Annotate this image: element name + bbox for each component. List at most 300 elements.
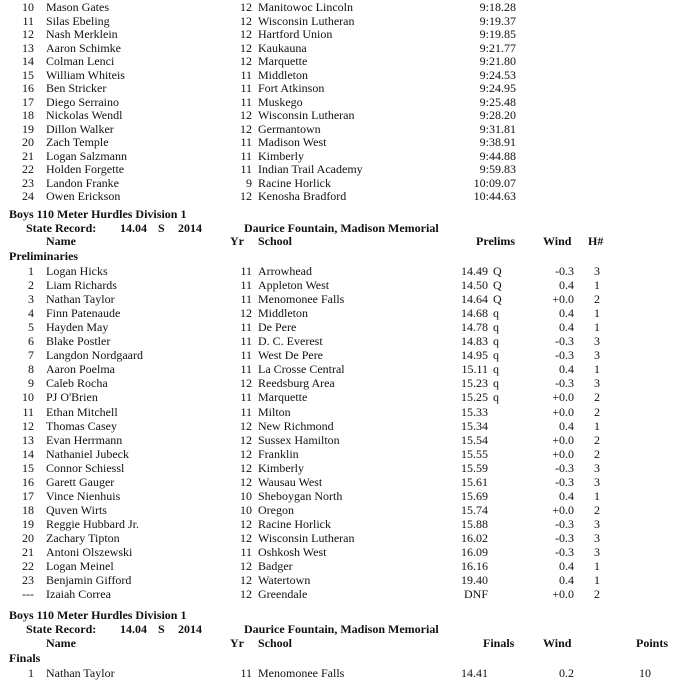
place: 12: [22, 418, 34, 433]
qualifier: Q: [493, 278, 502, 293]
wind: +0.0: [552, 292, 574, 307]
heat: 2: [594, 390, 600, 405]
result-row: [0, 348, 679, 362]
school: Kaukauna: [258, 40, 307, 55]
heat: 2: [594, 446, 600, 461]
heat: 1: [594, 418, 600, 433]
event-title: [0, 207, 679, 221]
header-finals: Finals: [483, 636, 515, 650]
school: La Crosse Central: [258, 362, 345, 377]
prelim-mark: 15.11: [461, 362, 488, 377]
time: 9:21.77: [479, 40, 516, 55]
year: 11: [240, 362, 252, 377]
heat: 1: [594, 278, 600, 293]
athlete-name: Ethan Mitchell: [46, 404, 118, 419]
heat: 1: [594, 559, 600, 574]
header-school: School: [258, 234, 293, 248]
qualifier: q: [493, 348, 499, 363]
place: 24: [22, 189, 34, 203]
school: Reedsburg Area: [258, 376, 335, 391]
prelim-mark: 16.16: [461, 559, 488, 574]
athlete-name: Zach Temple: [46, 135, 109, 149]
result-row: [0, 666, 679, 680]
result-row: [0, 447, 679, 461]
place: 18: [22, 502, 34, 517]
prelim-mark: 15.54: [461, 432, 488, 447]
school: Marquette: [258, 390, 308, 405]
prelim-mark: 14.95: [461, 348, 488, 363]
state-record: [0, 221, 679, 235]
prelim-mark: 15.59: [461, 460, 488, 475]
time: 9:59.83: [479, 162, 516, 176]
time: 10:44.63: [473, 189, 516, 203]
athlete-name: Nash Merklein: [46, 27, 118, 41]
result-row: [0, 189, 679, 203]
prelim-mark: 15.88: [461, 516, 488, 531]
prelim-mark: 19.40: [461, 573, 488, 588]
header-yr: Yr: [230, 234, 244, 248]
final-mark: 14.41: [461, 666, 488, 680]
year: 11: [240, 135, 252, 149]
result-row: [0, 461, 679, 475]
qualifier: Q: [493, 292, 502, 307]
event-title-text: Boys 110 Meter Hurdles Division 1: [9, 608, 187, 622]
prelim-mark: 14.64: [461, 292, 488, 307]
round-title-text: Finals: [9, 650, 41, 665]
heat: 2: [594, 587, 600, 602]
time: 10:09.07: [473, 175, 516, 190]
header-wind: Wind: [543, 234, 572, 248]
prelim-mark: 14.49: [461, 264, 488, 278]
place: 22: [22, 162, 34, 176]
time: 9:18.28: [479, 0, 516, 14]
school: Kimberly: [258, 460, 304, 475]
year: 11: [240, 264, 252, 278]
heat: 1: [594, 306, 600, 321]
wind: +0.0: [552, 432, 574, 447]
prelim-mark: 16.02: [461, 530, 488, 545]
record-code: S: [158, 621, 165, 636]
athlete-name: Garett Gauger: [46, 474, 115, 489]
wind: -0.3: [555, 348, 574, 363]
result-row: [0, 95, 679, 109]
athlete-name: Izaiah Correa: [46, 587, 111, 602]
athlete-name: Evan Herrmann: [46, 432, 123, 447]
qualifier: q: [493, 334, 499, 349]
heat: 2: [594, 404, 600, 419]
qualifier: q: [493, 390, 499, 405]
header-name: Name: [46, 636, 76, 650]
header-school: School: [258, 636, 293, 650]
school: Hartford Union: [258, 27, 333, 41]
heat: 3: [594, 516, 600, 531]
place: 17: [22, 94, 34, 109]
school: Kimberly: [258, 148, 304, 163]
time: 9:19.37: [479, 13, 516, 28]
result-row: [0, 14, 679, 28]
athlete-name: William Whiteis: [46, 67, 125, 82]
time: 9:44.88: [479, 148, 516, 163]
result-row: [0, 41, 679, 55]
round-title: [0, 249, 679, 263]
school: Middleton: [258, 67, 308, 82]
athlete-name: Hayden May: [46, 320, 109, 335]
school: Wisconsin Lutheran: [258, 13, 355, 28]
school: Manitowoc Lincoln: [258, 0, 353, 14]
heat: 3: [594, 334, 600, 349]
athlete-name: Dillon Walker: [46, 121, 114, 136]
athlete-name: Logan Meinel: [46, 559, 114, 574]
year: 11: [240, 666, 252, 680]
record-mark: 14.04: [120, 621, 147, 636]
prelim-mark: 14.50: [461, 278, 488, 293]
result-row: [0, 278, 679, 292]
place: 21: [22, 148, 34, 163]
column-headers: [0, 636, 679, 650]
prelim-mark: 14.78: [461, 320, 488, 335]
athlete-name: Connor Schiessl: [46, 460, 125, 475]
year: 12: [240, 306, 252, 321]
year: 12: [240, 108, 252, 122]
place: 5: [28, 320, 34, 335]
result-row: [0, 264, 679, 278]
year: 12: [240, 189, 252, 203]
result-row: [0, 306, 679, 320]
event-title-text: Boys 110 Meter Hurdles Division 1: [9, 207, 187, 221]
prelim-mark: 15.23: [461, 376, 488, 391]
record-code: S: [158, 220, 165, 235]
qualifier: Q: [493, 264, 502, 278]
wind: 0.4: [559, 418, 574, 433]
athlete-name: Owen Erickson: [46, 189, 121, 203]
year: 11: [240, 334, 252, 349]
prelim-mark: 14.83: [461, 334, 488, 349]
place: 15: [22, 67, 34, 82]
wind: -0.3: [555, 474, 574, 489]
place: 7: [28, 348, 34, 363]
school: Menomonee Falls: [258, 292, 345, 307]
wind: 0.4: [559, 306, 574, 321]
athlete-name: Holden Forgette: [46, 162, 125, 176]
time: 9:25.48: [479, 94, 516, 109]
result-row: [0, 176, 679, 190]
school: Menomonee Falls: [258, 666, 345, 680]
year: 12: [240, 573, 252, 588]
heat: 1: [594, 362, 600, 377]
result-row: [0, 475, 679, 489]
wind: 0.4: [559, 559, 574, 574]
time: 9:19.85: [479, 27, 516, 41]
heat: 3: [594, 460, 600, 475]
place: 3: [28, 292, 34, 307]
place: 10: [22, 0, 34, 14]
header-heat: H#: [588, 234, 604, 248]
year: 11: [240, 278, 252, 293]
athlete-name: Langdon Nordgaard: [46, 348, 143, 363]
header-yr: Yr: [230, 636, 244, 650]
heat: 3: [594, 376, 600, 391]
year: 11: [240, 67, 252, 82]
year: 12: [240, 516, 252, 531]
header-name: Name: [46, 234, 76, 248]
result-row: [0, 517, 679, 531]
prelim-mark: DNF: [463, 587, 488, 602]
result-row: [0, 559, 679, 573]
result-row: [0, 0, 679, 14]
year: 11: [240, 148, 252, 163]
athlete-name: Logan Salzmann: [46, 148, 127, 163]
school: Madison West: [258, 135, 327, 149]
school: Wisconsin Lutheran: [258, 530, 355, 545]
school: Sheboygan North: [258, 488, 343, 503]
header-wind: Wind: [543, 636, 572, 650]
place: 17: [22, 488, 34, 503]
year: 12: [240, 559, 252, 574]
record-mark: 14.04: [120, 220, 147, 235]
place: 14: [22, 54, 34, 68]
result-row: [0, 149, 679, 163]
wind: +0.0: [552, 502, 574, 517]
place: 10: [22, 390, 34, 405]
school: Oregon: [258, 502, 294, 517]
heat: 2: [594, 502, 600, 517]
athlete-name: Nathan Taylor: [46, 292, 115, 307]
prelim-mark: 15.33: [461, 404, 488, 419]
athlete-name: Nickolas Wendl: [46, 108, 123, 122]
year: 12: [240, 587, 252, 602]
year: 11: [240, 292, 252, 307]
place: 2: [28, 278, 34, 293]
athlete-name: Vince Nienhuis: [46, 488, 121, 503]
place: 15: [22, 460, 34, 475]
athlete-name: Reggie Hubbard Jr.: [46, 516, 139, 531]
athlete-name: Aaron Poelma: [46, 362, 115, 377]
prelim-mark: 16.09: [461, 545, 488, 559]
athlete-name: Aaron Schimke: [46, 40, 121, 55]
place: 13: [22, 40, 34, 55]
place: 23: [22, 573, 34, 588]
school: Wisconsin Lutheran: [258, 108, 355, 122]
year: 11: [240, 404, 252, 419]
athlete-name: Nathan Taylor: [46, 666, 115, 680]
athlete-name: Finn Patenaude: [46, 306, 121, 321]
record-label: State Record:: [26, 220, 97, 235]
wind: 0.4: [559, 320, 574, 335]
school: Franklin: [258, 446, 299, 461]
prelim-mark: 15.25: [461, 390, 488, 405]
place: 11: [22, 13, 34, 28]
time: 9:24.53: [479, 67, 516, 82]
points: 10: [639, 666, 651, 680]
time: 9:38.91: [479, 135, 516, 149]
place: 8: [28, 362, 34, 377]
athlete-name: Blake Postler: [46, 334, 111, 349]
school: Middleton: [258, 306, 308, 321]
wind: -0.3: [555, 516, 574, 531]
result-row: [0, 162, 679, 176]
place: 20: [22, 135, 34, 149]
wind: -0.3: [555, 530, 574, 545]
athlete-name: Antoni Olszewski: [46, 545, 133, 559]
wind: -0.3: [555, 460, 574, 475]
heat: 3: [594, 530, 600, 545]
athlete-name: Benjamin Gifford: [46, 573, 132, 588]
time: 9:21.80: [479, 54, 516, 68]
year: 12: [240, 0, 252, 14]
athlete-name: Liam Richards: [46, 278, 117, 293]
qualifier: q: [493, 306, 499, 321]
athlete-name: Mason Gates: [46, 0, 109, 14]
time: 9:24.95: [479, 81, 516, 95]
record-label: State Record:: [26, 621, 97, 636]
year: 12: [240, 530, 252, 545]
record-year: 2014: [178, 621, 202, 636]
school: Badger: [258, 559, 293, 574]
result-row: [0, 419, 679, 433]
year: 12: [240, 376, 252, 391]
heat: 3: [594, 474, 600, 489]
prelim-mark: 15.55: [461, 446, 488, 461]
year: 11: [240, 162, 252, 176]
school: Muskego: [258, 94, 303, 109]
qualifier: q: [493, 362, 499, 377]
athlete-name: Logan Hicks: [46, 264, 108, 278]
prelim-mark: 14.68: [461, 306, 488, 321]
place: 14: [22, 446, 34, 461]
school: Greendale: [258, 587, 308, 602]
result-row: [0, 334, 679, 348]
place: 22: [22, 559, 34, 574]
header-prelims: Prelims: [476, 234, 516, 248]
year: 11: [240, 348, 252, 363]
qualifier: q: [493, 376, 499, 391]
school: Watertown: [258, 573, 311, 588]
result-row: [0, 81, 679, 95]
result-row: [0, 405, 679, 419]
result-row: [0, 27, 679, 41]
year: 12: [240, 54, 252, 68]
year: 12: [240, 460, 252, 475]
place: 11: [22, 404, 34, 419]
result-row: [0, 320, 679, 334]
wind: +0.0: [552, 404, 574, 419]
year: 11: [240, 320, 252, 335]
result-row: [0, 587, 679, 601]
place: 16: [22, 81, 34, 95]
school: Arrowhead: [258, 264, 312, 278]
prelim-mark: 15.74: [461, 502, 488, 517]
year: 11: [240, 94, 252, 109]
result-row: [0, 545, 679, 559]
school: Germantown: [258, 121, 321, 136]
school: Appleton West: [258, 278, 330, 293]
heat: 2: [594, 292, 600, 307]
athlete-name: PJ O'Brien: [46, 390, 98, 405]
place: 12: [22, 27, 34, 41]
round-title-text: Preliminaries: [9, 248, 79, 263]
heat: 2: [594, 432, 600, 447]
place: 1: [28, 264, 34, 278]
year: 11: [240, 545, 252, 559]
year: 12: [240, 40, 252, 55]
wind: +0.0: [552, 446, 574, 461]
place: 16: [22, 474, 34, 489]
year: 12: [240, 13, 252, 28]
school: Racine Horlick: [258, 175, 331, 190]
year: 10: [240, 488, 252, 503]
athlete-name: Zachary Tipton: [46, 530, 120, 545]
place: ---: [22, 587, 34, 602]
wind: +0.0: [552, 390, 574, 405]
year: 12: [240, 121, 252, 136]
place: 9: [28, 376, 34, 391]
result-row: [0, 573, 679, 587]
result-row: [0, 54, 679, 68]
school: Sussex Hamilton: [258, 432, 340, 447]
result-row: [0, 433, 679, 447]
result-row: [0, 489, 679, 503]
school: Milton: [258, 404, 291, 419]
year: 9: [246, 175, 252, 190]
wind: -0.3: [555, 334, 574, 349]
result-row: [0, 292, 679, 306]
heat: 1: [594, 573, 600, 588]
qualifier: q: [493, 320, 499, 335]
prelim-mark: 15.61: [461, 474, 488, 489]
heat: 3: [594, 264, 600, 278]
school: Marquette: [258, 54, 308, 68]
athlete-name: Quven Wirts: [46, 502, 107, 517]
result-row: [0, 503, 679, 517]
wind: 0.4: [559, 573, 574, 588]
year: 12: [240, 432, 252, 447]
place: 23: [22, 175, 34, 190]
prelim-mark: 15.34: [461, 418, 488, 433]
heat: 1: [594, 320, 600, 335]
record-holder: Daurice Fountain, Madison Memorial: [244, 220, 439, 235]
school: Oshkosh West: [258, 545, 327, 559]
place: 6: [28, 334, 34, 349]
athlete-name: Silas Ebeling: [46, 13, 110, 28]
school: Fort Atkinson: [258, 81, 325, 95]
place: 18: [22, 108, 34, 122]
year: 12: [240, 474, 252, 489]
athlete-name: Nathaniel Jubeck: [46, 446, 129, 461]
school: D. C. Everest: [258, 334, 323, 349]
heat: 3: [594, 348, 600, 363]
school: West De Pere: [258, 348, 324, 363]
column-headers: [0, 234, 679, 248]
result-row: [0, 68, 679, 82]
wind: +0.0: [552, 587, 574, 602]
place: 20: [22, 530, 34, 545]
athlete-name: Diego Serraino: [46, 94, 119, 109]
heat: 3: [594, 545, 600, 559]
year: 11: [240, 390, 252, 405]
year: 12: [240, 27, 252, 41]
round-title: [0, 651, 679, 665]
prelim-mark: 15.69: [461, 488, 488, 503]
athlete-name: Caleb Rocha: [46, 376, 108, 391]
wind: -0.3: [555, 376, 574, 391]
result-row: [0, 362, 679, 376]
place: 19: [22, 121, 34, 136]
athlete-name: Landon Franke: [46, 175, 119, 190]
time: 9:31.81: [479, 121, 516, 136]
result-row: [0, 390, 679, 404]
record-year: 2014: [178, 220, 202, 235]
school: Indian Trail Academy: [258, 162, 363, 176]
